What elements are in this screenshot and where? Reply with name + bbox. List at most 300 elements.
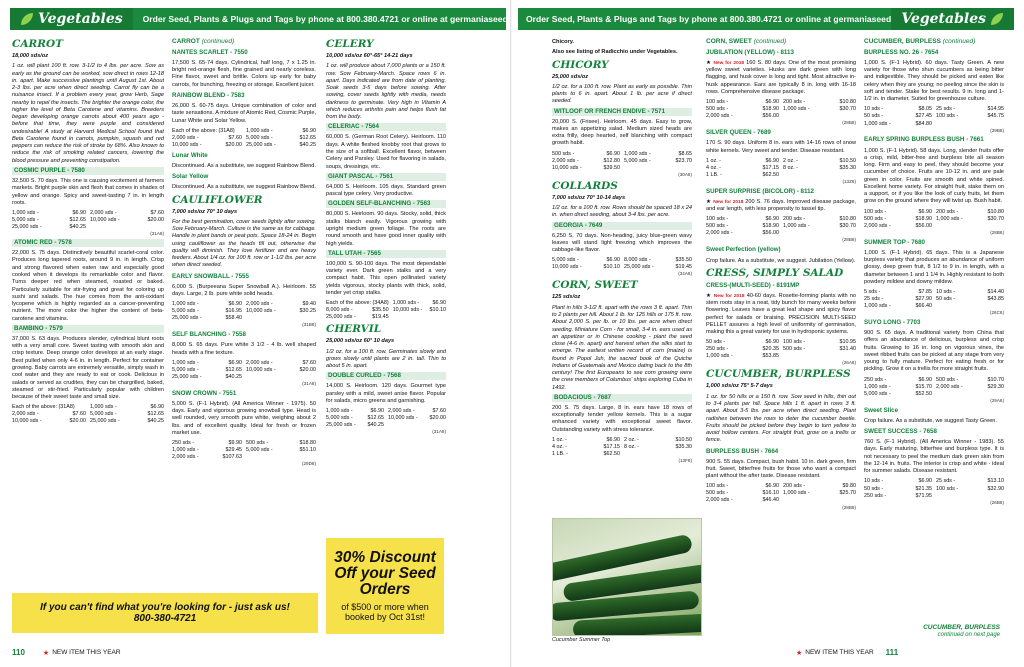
price-quantity: 100 sds - xyxy=(706,216,729,223)
price-cell xyxy=(246,135,316,142)
price-amount: $84.80 xyxy=(915,120,932,127)
price-quantity: 25,000 sds - xyxy=(326,314,356,321)
price-cell xyxy=(172,135,242,142)
seed-count-info: 25,000 sds/oz xyxy=(552,73,589,80)
price-amount: $6.90 xyxy=(765,157,779,164)
price-amount: $8.05 xyxy=(918,106,932,113)
seed-count-info: 7,000 sds/oz 70° 10 days xyxy=(172,208,238,215)
price-quantity: 100 sds - xyxy=(936,485,959,492)
description-text: 900 S. 65 days. A traditional variety from China that offers an abundance of delicious, burpless and crisp fruits. Growing to 16 in. long on vigorous vines, the sweet ribbed fruits can be picked at any stage from very young to fully mature. Perfect for eating fresh or for pickling. Grow it on a trellis for more straight fruits. xyxy=(864,330,1004,373)
variety-title[interactable]: COSMIC PURPLE - 7580 xyxy=(12,167,164,175)
price-cell xyxy=(706,106,779,113)
price-amount: $6.90 xyxy=(918,208,932,215)
price-quantity: 1,000 sds - xyxy=(326,408,353,415)
variety-description xyxy=(172,103,316,125)
variety-description xyxy=(864,250,1004,286)
price-cell xyxy=(936,216,1004,223)
price-cell xyxy=(552,444,620,451)
price-table xyxy=(172,301,316,328)
price-cell xyxy=(172,374,242,381)
price-quantity: 100 sds - xyxy=(783,339,806,346)
price-quantity: 2,000 sds - xyxy=(172,454,199,461)
price-cell xyxy=(172,447,242,454)
item-code: (30A8) xyxy=(678,171,692,177)
variety-description xyxy=(864,330,1004,374)
price-table xyxy=(864,209,1004,236)
price-quantity: 25,000 sds - xyxy=(624,264,654,271)
price-cell xyxy=(172,360,242,367)
variety-title[interactable]: Sweet Slice xyxy=(864,406,899,414)
description-text: 1,000 S. (F-1 Hybrid). 65 days. This is a Japanese burpless variety that produces an abundance of uniform glossy, deep green fruit, 8 1/2 to 9 in. in length, with a diameter between 1 and 1 1/4 in. Highly resistant to both powdery mildew and downy mildew. xyxy=(864,249,1004,285)
price-amount: $46.40 xyxy=(762,497,779,504)
price-table xyxy=(326,408,446,435)
price-cell xyxy=(172,440,242,447)
price-cell xyxy=(864,289,932,296)
price-amount: $18.80 xyxy=(299,440,316,447)
section-title-text: CUCUMBER, BURPLESS xyxy=(864,38,941,45)
price-amount: $7.60 xyxy=(150,210,164,217)
price-cell xyxy=(12,418,86,425)
description-text: 14,000 S. Heirloom. 120 days. Gourmet type parsley with a mild, sweet anise flavor. Popular for salads, micro greens and garnishing. xyxy=(326,383,446,404)
variety-title[interactable]: GOLDEN SELF-BLANCHING - 7563 xyxy=(326,200,446,208)
price-quantity: 2,000 sds - xyxy=(864,222,891,229)
price-amount: $18.90 xyxy=(762,106,779,113)
variety-description xyxy=(552,233,692,255)
price-amount: $10.10 xyxy=(603,264,620,271)
price-amount: $19.45 xyxy=(675,264,692,271)
price-quantity: 1,000 sds - xyxy=(90,404,117,411)
description-text: 17,500 S. 65-74 days. Cylindrical, half long, 7 x 1.25 in. bright red-orange flesh, fine grained and nearly coreless. Fine flavor, sweet and brittle. Colors up early for baby carrots, for bunching, freezing or storage. Excellent juicer. xyxy=(172,59,316,88)
variety-title[interactable]: Lunar White xyxy=(172,151,208,159)
price-cell xyxy=(706,490,779,497)
ask-us-phone[interactable]: 800-380-4721 xyxy=(133,613,197,624)
price-quantity: 10 sds - xyxy=(864,478,884,485)
discount-headline: 30% Discount Off your Seed Orders xyxy=(334,548,436,599)
variety-title[interactable]: SUYO LONG - 7703 xyxy=(864,319,921,327)
variety-title[interactable]: Solar Yellow xyxy=(172,173,209,181)
price-cell xyxy=(172,315,242,322)
description-text: 5,000 S. (F-1 Hybrid). (All America Winner - 1975). 50 days. Early and vigorous growing snowball type. Head is well rounded, very smooth pure white, weighing about 2 lbs. and of excellent quality. Ideal for fresh or frozen market use. xyxy=(172,400,316,436)
price-table xyxy=(172,360,316,387)
price-quantity: 5,000 sds - xyxy=(552,257,579,264)
price-cell xyxy=(624,437,692,444)
price-quantity: 10,000 sds - xyxy=(392,307,423,314)
price-cell xyxy=(246,301,316,308)
variety-title[interactable]: BAMBINO - 7579 xyxy=(12,325,164,333)
price-amount: $30.70 xyxy=(839,223,856,230)
price-quantity: 2,000 sds - xyxy=(172,134,199,141)
item-code: (31A8) xyxy=(432,429,446,435)
price-amount: $10.50 xyxy=(839,157,856,164)
cucumber-photo xyxy=(552,518,702,636)
price-cell xyxy=(172,142,242,149)
price-cell xyxy=(552,151,620,158)
price-amount: $10.80 xyxy=(839,216,856,223)
variety-title[interactable]: WITLOOF OR FRENCH ENDIVE - 7571 xyxy=(552,108,692,116)
price-quantity: 25,000 sds - xyxy=(172,373,202,380)
price-amount: $7.60 xyxy=(228,134,242,141)
price-amount: $40.25 xyxy=(147,418,164,425)
price-cell xyxy=(706,165,779,172)
continued-title: CUCUMBER, BURPLESS xyxy=(923,624,1000,631)
price-amount: $13.10 xyxy=(987,478,1004,485)
description-text: 6,000 S. (Burpeeana Super Snowball A.). Heirloom. 55 days. Large, 2 lb. pure white solid heads. xyxy=(172,283,316,297)
price-quantity: 1,000 sds - xyxy=(936,215,963,222)
price-amount: $6.90 xyxy=(765,483,779,490)
variety-title[interactable]: ATOMIC RED - 7578 xyxy=(12,239,164,247)
price-quantity: Each of the above: (34A8) xyxy=(326,300,389,307)
variety-title[interactable]: SUMMER TOP - 7680 xyxy=(864,238,925,246)
price-amount: $25.70 xyxy=(839,490,856,497)
price-amount: $9.80 xyxy=(842,483,856,490)
price-amount: $9.90 xyxy=(228,440,242,447)
price-cell xyxy=(246,360,316,367)
price-amount: $40.25 xyxy=(225,373,242,380)
variety-description xyxy=(326,211,446,247)
price-amount: $6.90 xyxy=(606,257,620,264)
item-code: (28B8) xyxy=(990,229,1004,235)
price-quantity: 100 sds - xyxy=(706,483,729,490)
price-cell xyxy=(624,151,692,158)
price-amount: $17.15 xyxy=(603,444,620,451)
variety-description xyxy=(326,134,446,170)
column-5 xyxy=(706,36,856,636)
price-cell xyxy=(783,339,856,346)
price-amount: $71.95 xyxy=(915,492,932,499)
variety-title[interactable]: DOUBLE CURLED - 7568 xyxy=(326,372,446,380)
price-cell xyxy=(783,483,856,490)
price-quantity: 500 sds - xyxy=(936,376,959,383)
price-cell xyxy=(864,384,932,391)
price-amount: $7.85 xyxy=(918,289,932,296)
price-cell xyxy=(936,223,1004,230)
price-quantity: 5,000 sds - xyxy=(90,411,117,418)
price-cell xyxy=(624,444,692,451)
section-title xyxy=(552,60,692,71)
column-4 xyxy=(552,36,692,514)
price-quantity: 1,000 sds - xyxy=(172,301,199,308)
price-table xyxy=(552,151,692,178)
variety-title[interactable]: SILVER QUEEN - 7689 xyxy=(706,129,771,137)
price-cell xyxy=(246,308,316,315)
price-table xyxy=(552,257,692,277)
price-quantity: 1,000 sds - xyxy=(706,353,733,360)
description-text: 26,000 S. 60-75 days. Unique combination of color and taste sensations. A mixture of Atomic Red, Cosmic Purple, Lunar White and Solar Yellow. xyxy=(172,103,316,124)
page-number-right: 111 xyxy=(885,648,899,657)
price-table xyxy=(706,216,856,243)
price-amount: $6.90 xyxy=(72,210,86,217)
price-quantity: 1 oz. - xyxy=(552,437,567,444)
ask-us-callout xyxy=(12,593,318,633)
price-amount: $35.50 xyxy=(372,307,389,314)
price-cell xyxy=(936,486,1004,493)
price-quantity: 5 sds - xyxy=(864,289,881,296)
price-table xyxy=(706,339,856,366)
price-cell xyxy=(783,165,856,172)
price-cell xyxy=(90,224,164,231)
variety-description xyxy=(172,401,316,437)
price-quantity: 500 sds - xyxy=(246,440,269,447)
item-code: (13F8) xyxy=(678,458,692,464)
price-table xyxy=(172,440,316,467)
order-info-left[interactable]: Order Seed, Plants & Plugs and Tags by phone at 800.380.4721 or online at germaniaseed xyxy=(142,14,508,24)
price-amount: $15.70 xyxy=(915,383,932,390)
price-cell xyxy=(246,440,316,447)
variety-description xyxy=(172,163,316,170)
price-cell xyxy=(783,158,856,165)
variety-description xyxy=(706,394,856,445)
description-text: 6,250 S. 70 days. Non-heading, juicy blue-green wavy leaves will stand light freezing which improves the cabbage-like flavor. xyxy=(552,232,692,254)
price-amount: $17.15 xyxy=(762,164,779,171)
variety-title[interactable]: NANTES SCARLET - 7550 xyxy=(172,48,248,56)
item-code: (26C8) xyxy=(989,310,1004,316)
price-amount: $43.85 xyxy=(987,296,1004,303)
variety-title[interactable]: BODACIOUS - 7687 xyxy=(552,394,692,402)
price-quantity: 25 sds - xyxy=(936,106,956,113)
variety-description xyxy=(864,148,1004,206)
variety-description xyxy=(172,219,316,270)
price-amount: $62.50 xyxy=(762,171,779,178)
section-title-text: CARROT xyxy=(12,38,63,50)
seed-count-info: 25,000 sds/oz 60° 10 days xyxy=(326,338,395,345)
price-amount: $12.65 xyxy=(69,217,86,224)
price-amount: $9.40 xyxy=(302,301,316,308)
price-cell xyxy=(12,210,86,217)
price-table xyxy=(12,404,164,425)
price-amount: $45.75 xyxy=(987,113,1004,120)
variety-title[interactable]: CELERIAC - 7564 xyxy=(326,123,446,131)
price-cell xyxy=(783,99,856,106)
description-text: 40-60 days. Rosette-forming plants with no stem roots stay in a neat, tidy bunch for many weeks before flowering. Leaves have a great leaf shape and spicy flavor perfect for salads or braising. PRECISION MULTI-SEED PELLET assures a high level of uniformity of germination, making this a great variety for use in hydroponic systems. xyxy=(706,292,856,336)
price-quantity: 1,000 sds - xyxy=(392,300,420,307)
section-title xyxy=(12,39,164,50)
price-quantity: 500 sds - xyxy=(864,215,887,222)
price-quantity: 8,000 sds - xyxy=(326,307,353,314)
price-cell xyxy=(706,158,779,165)
price-quantity: 25,000 sds - xyxy=(326,422,356,429)
section-title xyxy=(864,39,1004,46)
price-cell xyxy=(936,209,1004,216)
price-amount: $56.00 xyxy=(762,113,779,120)
item-code: (28B8) xyxy=(842,504,856,510)
category-title-left: Vegetables xyxy=(38,11,123,27)
price-amount: $6.90 xyxy=(228,301,242,308)
price-quantity: 2,000 sds - xyxy=(706,497,733,504)
price-quantity: 1,000 sds - xyxy=(783,223,810,230)
price-quantity: 5,000 sds - xyxy=(246,447,273,454)
description-text: 1/2 oz. for a 100 ft. row. Plant as early as possible. Thin plants to 6 in. apart. About 1 lb. per acre if direct seeded. xyxy=(552,83,692,105)
price-table xyxy=(706,158,856,185)
description-text: Crop failure. As a substitute, we suggest Tasty Green. xyxy=(864,417,997,424)
description-text: 8,000 S. 65 days. Pure white 3 1/2 - 4 lb. well shaped heads with a fine texture. xyxy=(172,342,316,356)
price-cell xyxy=(706,353,779,360)
price-quantity: 200 sds - xyxy=(783,216,806,223)
price-amount: $6.90 xyxy=(918,376,932,383)
leaf-icon xyxy=(21,13,33,25)
variety-title[interactable]: SWEET SUCCESS - 7658 xyxy=(864,428,937,436)
description-text: 64,000 S. Heirloom. 105 days. Standard green pascal type celery. Very productive. xyxy=(326,183,446,198)
variety-title[interactable]: SELF BLANCHING - 7558 xyxy=(172,331,246,339)
price-amount: $6.90 xyxy=(606,150,620,157)
description-text: 1,000 S. (F-1 Hybrid). 58 days. Long, slender fruits offer a crisp, mild, bitter-free and burpless bite all season long. Firm and easy to peel, they should become your cucumber of choice. Fruits are 10-12 in. and are pale green in color. Fruits are smooth and white spined. Excellent home variety. For straight fruit, stake them on a support, or if you like the look of curly fruits, let them grow on the ground where they will twist up. Bush habit. xyxy=(864,147,1004,205)
seed-count-info: 18,000 sds/oz xyxy=(12,53,49,60)
variety-description xyxy=(706,258,856,265)
section-title xyxy=(326,324,446,335)
description-text: 170 S. 90 days. Uniform 8 in. ears with 14-16 rows of snow white kernels. Very sweet and tender. Disease resistant. xyxy=(706,140,856,154)
price-amount: $35.30 xyxy=(839,164,856,171)
continued-note xyxy=(876,624,1000,639)
price-cell xyxy=(172,128,242,135)
price-cell xyxy=(326,422,384,429)
variety-title[interactable]: Sweet Perfection (yellow) xyxy=(706,246,781,254)
price-quantity: 2 oz. - xyxy=(783,157,798,164)
description-text: 160 S. 80 days. One of the most promising yellow sweet varieties. Husks are dark green with long flagging, and husk cover is long and tight. Most attractive in-husk appearance. Ears are typically 8 in. long with 16-18 rows. Comprehensive disease package. xyxy=(706,59,856,95)
category-badge-right xyxy=(891,8,1014,30)
price-amount: $14.40 xyxy=(987,289,1004,296)
price-cell xyxy=(552,437,620,444)
price-table xyxy=(172,128,316,149)
price-amount: $12.65 xyxy=(367,415,384,422)
price-quantity: 10,000 sds - xyxy=(12,418,42,425)
variety-title[interactable]: CRESS-(MULTI-SEED) - 8191MP xyxy=(706,281,800,289)
price-quantity: 25,000 sds - xyxy=(12,224,42,231)
price-amount: $40.25 xyxy=(299,141,316,148)
price-cell xyxy=(90,418,164,425)
price-cell xyxy=(936,289,1004,296)
variety-description xyxy=(864,418,1004,425)
price-cell xyxy=(783,223,856,230)
variety-title[interactable]: EARLY SNOWBALL - 7555 xyxy=(172,272,249,280)
price-amount: $8.65 xyxy=(678,150,692,157)
description-text: 80,000 S. Heirloom. 90 days. Stocky, solid, thick stalks blanch easily. Vigorous growing with upright medium green foliage. The roots are round smooth and have good inner quality with high yields. xyxy=(326,211,446,247)
variety-description xyxy=(326,184,446,199)
description-text: 900 S. 55 days. Compact, bush habit. 10 in. dark green, firm fruit. Sweet, bitterfree fruits for those who want a compact plant without the after taste. Disease resistant. xyxy=(706,458,856,480)
price-cell xyxy=(936,493,1004,500)
price-amount: $21.35 xyxy=(915,485,932,492)
price-amount: $58.40 xyxy=(225,315,242,322)
price-amount: $20.00 xyxy=(69,418,86,425)
variety-description xyxy=(172,60,316,89)
price-quantity: Each of the above: (31A8) xyxy=(12,404,75,411)
price-cell xyxy=(326,300,389,307)
variety-title[interactable]: GEORGIA - 7649 xyxy=(552,222,692,230)
variety-title[interactable]: SNOW CROWN - 7551 xyxy=(172,389,237,397)
price-quantity: 1,000 sds - xyxy=(246,127,273,134)
new-badge: New for 2018 xyxy=(713,199,744,205)
price-amount: $12.80 xyxy=(603,157,620,164)
price-amount: $56.00 xyxy=(762,230,779,237)
price-quantity: 10 sds - xyxy=(864,106,884,113)
item-code: (31B8) xyxy=(302,322,316,328)
price-amount: $16.10 xyxy=(762,490,779,497)
price-amount: $6.90 xyxy=(765,99,779,106)
price-quantity: 500 sds - xyxy=(552,150,575,157)
price-amount: $7.60 xyxy=(302,359,316,366)
price-table xyxy=(864,377,1004,404)
item-code: (29B8) xyxy=(990,127,1004,133)
price-quantity: 200 sds - xyxy=(783,483,806,490)
header-bar-right xyxy=(518,8,1014,30)
variety-title[interactable]: TALL UTAH - 7565 xyxy=(326,250,446,258)
description-text: 1 oz. will plant 100 ft. row. 3-1/2 to 4 lbs. per acre. Sow as early as the ground can be worked, sow direct in rows 12-18 in. apart. Make successive plantings until August 1st. About 2-3 lbs. per acre when direct seeding. Carrot fly can be a nuisance insect. If a problem every year, grow Herb, Sage nearby to repel the insects. The brighter the orange color, the higher the level of Beta Carotene and vitamins. Breeders began developing orange carrots about 400 years ago - before that time, they were purple and considered undesirable! A study at Harvard Medical School found that Beta Carotene found in carrots, pumpkin, squash and red peppers can reduce the risk of stroke by 68%. Also known to reduce the risk of smoking related cancers, lowering the blood pressure and preventing constipation. xyxy=(12,63,164,164)
price-amount: $6.90 xyxy=(370,408,384,415)
section-title xyxy=(706,369,856,380)
price-cell xyxy=(864,478,932,485)
price-cell xyxy=(864,303,932,310)
price-quantity: 1,000 sds - xyxy=(12,210,39,217)
description-text: 1/2 oz. for a 100 ft. row. Germinates slowly and grows slowly until plants are 2 in. tall. Thin to about 5 in. apart. xyxy=(326,348,446,370)
column-3 xyxy=(326,36,446,534)
price-cell xyxy=(246,128,316,135)
price-cell xyxy=(624,451,692,458)
price-table xyxy=(326,300,446,321)
price-quantity: 2,000 sds - xyxy=(12,411,39,418)
price-amount: $20.35 xyxy=(762,346,779,353)
price-quantity: 1,000 sds - xyxy=(864,120,891,127)
variety-title[interactable]: BURPLESS NO. 26 - 7654 xyxy=(864,48,939,56)
variety-title[interactable]: GIANT PASCAL - 7561 xyxy=(326,173,446,181)
price-quantity: 2 oz. - xyxy=(624,437,639,444)
variety-description xyxy=(326,383,446,405)
price-cell xyxy=(936,106,1004,113)
price-quantity: 2,000 sds - xyxy=(246,359,273,366)
variety-description xyxy=(706,140,856,155)
price-cell xyxy=(246,142,316,149)
ask-us-text: If you can't find what you're looking for - just ask us! xyxy=(40,602,290,613)
price-quantity: 1,000 sds - xyxy=(783,490,810,497)
variety-title[interactable]: BURPLESS BUSH - 7664 xyxy=(706,447,779,455)
price-amount: $14.95 xyxy=(987,106,1004,113)
price-quantity: 5,000 sds - xyxy=(246,134,273,141)
price-cell xyxy=(706,99,779,106)
price-amount: $12.65 xyxy=(147,411,164,418)
price-quantity: 500 sds - xyxy=(706,490,729,497)
price-table xyxy=(864,289,1004,316)
price-cell xyxy=(624,165,692,172)
section-title-text: CELERY xyxy=(326,38,374,50)
leaf-icon xyxy=(991,13,1003,25)
variety-description: ★ New for 2018 40-60 days. Rosette-forming plants with no stem roots stay in a neat, tidy bunch for many weeks before flowering. Leaves have a great leaf shape and spicy flavor perfect for salads or braising. PRECISION MULTI-SEED PELLET assures a high level of uniformity of germination, making this a great variety for use in hydroponic systems. xyxy=(706,292,856,336)
price-quantity: 1,000 sds - xyxy=(783,106,810,113)
section-title-text: CARROT xyxy=(172,38,200,45)
variety-title[interactable]: RAINBOW BLEND - 7583 xyxy=(172,91,245,99)
price-quantity: 10,000 sds - xyxy=(388,415,418,422)
price-cell xyxy=(552,264,620,271)
order-info-right[interactable]: Order Seed, Plants & Plugs and Tags by phone at 800.380.4721 or online at germaniaseed xyxy=(526,14,892,24)
variety-title[interactable]: SUPER SURPRISE (BICOLOR) - 8112 xyxy=(706,187,814,195)
price-quantity: 500 sds - xyxy=(706,223,729,230)
price-quantity: 50 sds - xyxy=(936,296,956,303)
header-bar-left xyxy=(10,8,506,30)
price-amount: $6.90 xyxy=(765,339,779,346)
price-cell xyxy=(706,339,779,346)
price-amount: $7.60 xyxy=(432,408,446,415)
price-quantity: 5,000 sds - xyxy=(12,217,39,224)
price-cell xyxy=(864,223,932,230)
item-code: (31A8) xyxy=(302,380,316,386)
price-quantity: 1 LB. - xyxy=(552,451,568,458)
description-text: 1/2 oz. for a 100 ft. row. Rows should be spaced 18 x 24 in. when direct seeding, about 3-4 lbs. per acre. xyxy=(552,205,692,219)
variety-title[interactable]: EARLY SPRING BURPLESS BUSH - 7661 xyxy=(864,136,984,144)
price-cell xyxy=(864,121,932,128)
price-cell xyxy=(326,408,384,415)
price-quantity: 25,000 sds - xyxy=(172,315,202,322)
section-title-text: CHICORY xyxy=(552,58,609,71)
description-text: 37,000 S. 63 days. Produces slender, cylindrical blunt roots with a very small core. Sweet tasting with smooth skin and crisp texture. Deep orange color develops at an early stage. Best pulled when only 4-6 in. in length. Perfect for container growing. Baby carrots are extremely versatile, simply wash in cool water and they are ready to eat or cook. Delicious in salads or served as crudites, they can be chargrilled, baked, steamed or stir-fried. Particularly popular with children because of their sweet taste and small size. xyxy=(12,335,164,401)
item-code: (28B8) xyxy=(842,120,856,126)
price-amount: $56.00 xyxy=(915,222,932,229)
variety-title[interactable]: JUBILATION (YELLOW) - 8113 xyxy=(706,48,794,56)
